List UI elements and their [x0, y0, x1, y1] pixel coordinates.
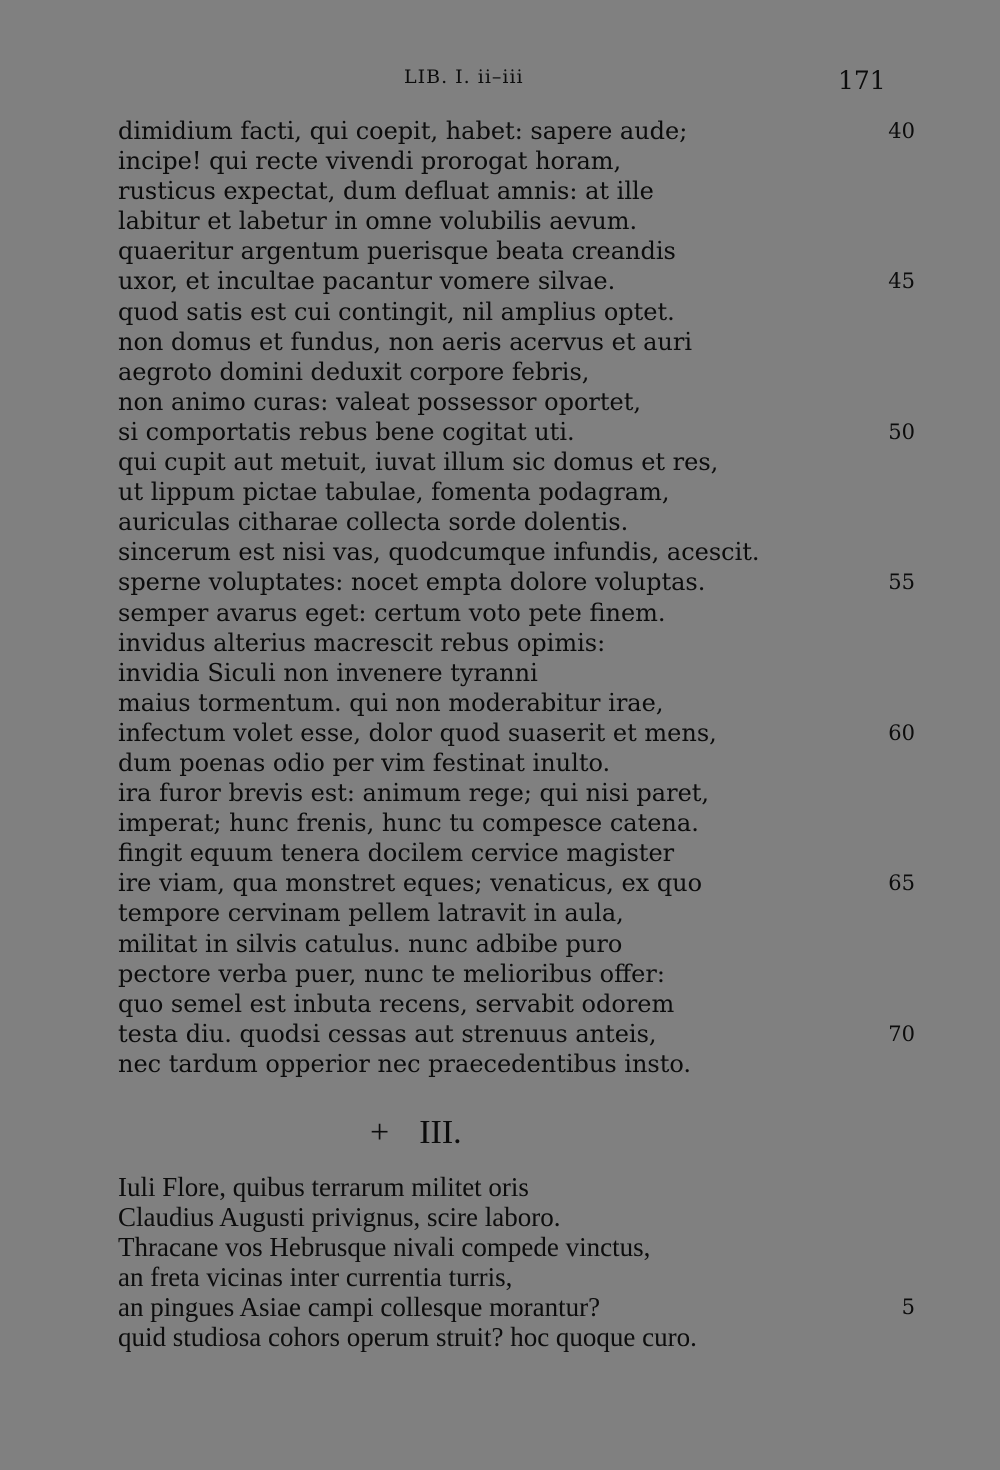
verse-line	[118, 447, 918, 477]
verse-text: si comportatis rebus bene cogitat uti.	[118, 417, 575, 446]
verse-text: an pingues Asiae campi collesque morantur?	[118, 1292, 601, 1323]
line-number: 55	[888, 570, 915, 595]
verse-line	[118, 1019, 918, 1049]
verse-line	[118, 236, 918, 266]
line-number: 5	[901, 1295, 915, 1320]
verse-line	[118, 748, 918, 778]
line-number: 60	[888, 720, 915, 745]
verse-line	[118, 929, 918, 959]
verse-text: semper avarus eget: certum voto pete finem.	[118, 598, 666, 627]
verse-line	[118, 417, 918, 447]
line-number: 50	[888, 419, 915, 444]
verse-text: ut lippum pictae tabulae, fomenta podagram,	[118, 478, 670, 507]
verse-line	[118, 116, 918, 146]
page-number: 171	[838, 66, 886, 95]
section-heading	[370, 1114, 462, 1152]
verse-line	[118, 206, 918, 236]
verse-text: nec tardum opperior nec praecedentibus insto.	[118, 1049, 692, 1078]
verse-text: quaeritur argentum puerisque beata creandis	[118, 237, 676, 266]
verse-text: infectum volet esse, dolor quod suaserit et mens,	[118, 718, 717, 747]
verse-text: Iuli Flore, quibus terrarum militet oris	[118, 1172, 529, 1202]
verse-line	[118, 327, 918, 357]
line-number: 65	[888, 871, 915, 896]
verse-text: tempore cervinam pellem latravit in aula,	[118, 899, 624, 928]
verse-line	[118, 1292, 918, 1322]
verse-text: incipe! qui recte vivendi prorogat horam,	[118, 147, 622, 176]
verse-text: labitur et labetur in omne volubilis aevum.	[118, 207, 638, 236]
verse-text: an freta vicinas inter currentia turris,	[118, 1262, 513, 1293]
verse-text: testa diu. quodsi cessas aut strenuus anteis,	[118, 1019, 657, 1048]
verse-line	[118, 838, 918, 868]
verse-line	[118, 1232, 918, 1262]
section-mark: +	[370, 1114, 390, 1151]
verse-text: quid studiosa cohors operum struit? hoc quoque curo.	[118, 1322, 697, 1353]
verse-line	[118, 628, 918, 658]
verse-line	[118, 898, 918, 928]
verse-text: Thracane vos Hebrusque nivali compede vinctus,	[118, 1232, 651, 1263]
verse-text: maius tormentum. qui non moderabitur irae,	[118, 688, 664, 717]
verse-text: non animo curas: valeat possessor oportet,	[118, 387, 641, 416]
verse-line	[118, 1172, 918, 1202]
verse-line	[118, 989, 918, 1019]
verse-text: dum poenas odio per vim festinat inulto.	[118, 748, 611, 777]
verse-line	[118, 266, 918, 296]
verse-line	[118, 507, 918, 537]
verse-line	[118, 688, 918, 718]
verse-line	[118, 808, 918, 838]
verse-line	[118, 387, 918, 417]
epistle-iii-verses	[118, 1172, 918, 1353]
verse-text: non domus et fundus, non aeris acervus et auri	[118, 327, 693, 356]
verse-line	[118, 357, 918, 387]
verse-line	[118, 868, 918, 898]
verse-text: invidus alterius macrescit rebus opimis:	[118, 628, 606, 657]
verse-line	[118, 959, 918, 989]
verse-text: sperne voluptates: nocet empta dolore voluptas.	[118, 568, 706, 597]
verse-line	[118, 146, 918, 176]
verse-text: fingit equum tenera docilem cervice magister	[118, 839, 675, 868]
verse-text: Claudius Augusti privignus, scire laboro.	[118, 1202, 561, 1233]
verse-text: quod satis est cui contingit, nil amplius optet.	[118, 297, 675, 326]
line-number: 45	[888, 269, 915, 294]
verse-text: ire viam, qua monstret eques; venaticus, ex quo	[118, 869, 703, 898]
verse-line	[118, 598, 918, 628]
running-head: LIB. I. ii–iii	[404, 66, 524, 88]
verse-text: sincerum est nisi vas, quodcumque infundis, acescit.	[118, 538, 760, 567]
verse-line	[118, 297, 918, 327]
verse-text: auriculas citharae collecta sorde dolentis.	[118, 508, 629, 537]
verse-text: qui cupit aut metuit, iuvat illum sic domus et res,	[118, 448, 719, 477]
verse-text: invidia Siculi non invenere tyranni	[118, 658, 538, 687]
verse-text: ira furor brevis est: animum rege; qui nisi paret,	[118, 779, 710, 808]
section-numeral: III.	[419, 1114, 462, 1151]
verse-text: imperat; hunc frenis, hunc tu compesce catena.	[118, 809, 699, 838]
verse-line	[118, 658, 918, 688]
line-number: 70	[888, 1021, 915, 1046]
epistle-ii-verses	[118, 116, 918, 1079]
verse-text: rusticus expectat, dum defluat amnis: at ille	[118, 177, 654, 206]
verse-line	[118, 1202, 918, 1232]
verse-text: uxor, et incultae pacantur vomere silvae.	[118, 267, 616, 296]
verse-text: pectore verba puer, nunc te melioribus offer:	[118, 959, 665, 988]
verse-line	[118, 1049, 918, 1079]
verse-line	[118, 477, 918, 507]
verse-line	[118, 718, 918, 748]
verse-text: quo semel est inbuta recens, servabit odorem	[118, 989, 675, 1018]
verse-line	[118, 537, 918, 567]
verse-line	[118, 778, 918, 808]
verse-text: dimidium facti, qui coepit, habet: sapere aude;	[118, 117, 688, 145]
line-number: 40	[888, 119, 915, 143]
verse-line	[118, 1262, 918, 1292]
verse-text: militat in silvis catulus. nunc adbibe puro	[118, 929, 623, 958]
verse-line	[118, 176, 918, 206]
verse-text: aegroto domini deduxit corpore febris,	[118, 357, 590, 386]
verse-line	[118, 1322, 918, 1352]
verse-line	[118, 567, 918, 597]
